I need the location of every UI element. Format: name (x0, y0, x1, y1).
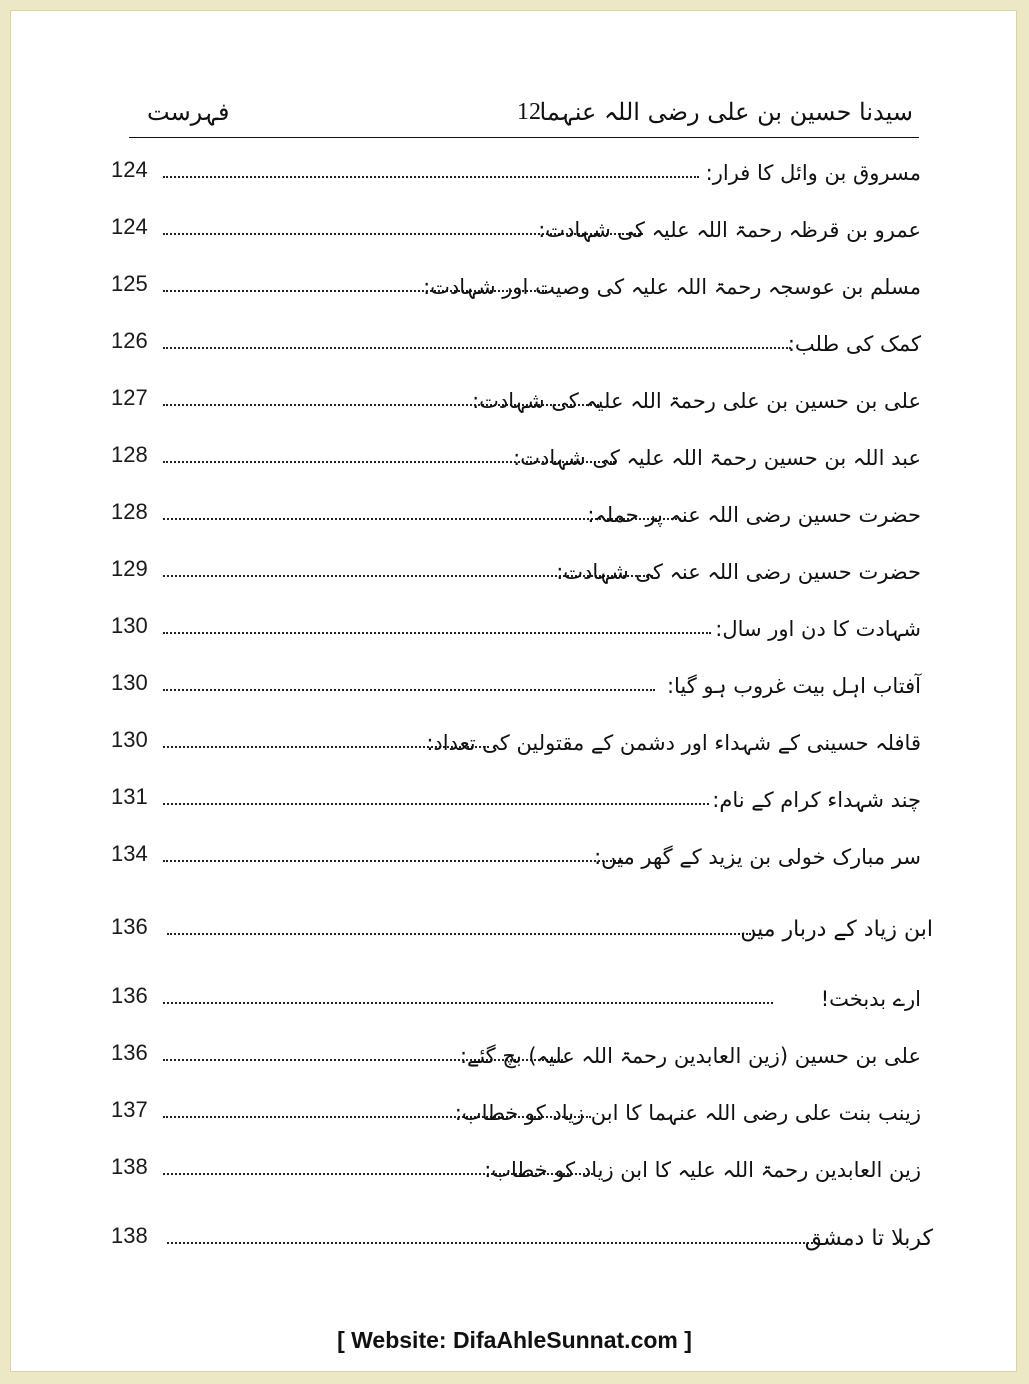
book-title: سیدنا حسین بن علی رضی اللہ عنہما (539, 98, 913, 126)
toc-page-number: 130 (111, 727, 148, 752)
toc-title: ارے بدبخت! (820, 987, 921, 1011)
leader-dots (167, 933, 751, 935)
toc-page-number: 125 (111, 271, 148, 296)
toc-page-number: 134 (111, 841, 148, 866)
page (10, 10, 1017, 1372)
toc-title: زین العابدین رحمۃ اللہ علیہ کا ابن زیاد کو خطاب: (484, 1158, 921, 1182)
toc-entry[interactable] (111, 261, 921, 301)
toc-page-number: 130 (111, 613, 148, 638)
toc-page-number: 127 (111, 385, 148, 410)
toc-page-number: 124 (111, 214, 148, 239)
toc-title: عمرو بن قرظہ رحمۃ اللہ علیہ کی شہادت: (538, 218, 921, 242)
website-footer[interactable]: [ Website: DifaAhleSunnat.com ] (337, 1327, 692, 1353)
toc-page-number: 129 (111, 556, 148, 581)
toc-entry[interactable] (111, 489, 921, 529)
toc-title: چند شہداء کرام کے نام: (712, 788, 921, 812)
toc-entry[interactable] (111, 1030, 921, 1070)
toc-title: حضرت حسین رضی اللہ عنہ پر حملہ: (587, 503, 921, 527)
toc-title: شہادت کا دن اور سال: (715, 617, 921, 641)
toc-page-number: 138 (111, 1223, 148, 1248)
toc-entry[interactable] (111, 973, 921, 1013)
toc-entry[interactable] (111, 147, 921, 187)
leader-dots (163, 176, 699, 178)
toc-title: حضرت حسین رضی اللہ عنہ کی شہادت: (556, 560, 921, 584)
leader-dots (163, 803, 709, 805)
toc-title: قافلہ حسینی کے شہداء اور دشمن کے مقتولین کی تعداد: (426, 731, 921, 755)
toc-title: ابن زیاد کے دربار میں (740, 917, 933, 942)
leader-dots (163, 860, 623, 862)
toc-entry[interactable] (111, 204, 921, 244)
toc-title: علی بن حسین بن علی رحمۃ اللہ علیہ کی شہادت: (472, 389, 921, 413)
section-title: فہرست (147, 98, 230, 126)
toc-entry[interactable] (111, 1144, 921, 1184)
page-header (129, 95, 919, 138)
toc-entry[interactable] (111, 717, 921, 757)
page-number: 12 (517, 99, 541, 125)
toc-title: مسلم بن عوسجہ رحمۃ اللہ علیہ کی وصیت اور شہادت: (423, 275, 921, 299)
toc-title: کربلا تا دمشق (804, 1226, 933, 1251)
toc-page-number: 124 (111, 157, 148, 182)
toc-page-number: 130 (111, 670, 148, 695)
toc-title: عبد اللہ بن حسین رحمۃ اللہ علیہ کی شہادت: (513, 446, 921, 470)
toc-entry[interactable] (111, 660, 921, 700)
toc-page-number: 138 (111, 1154, 148, 1179)
toc-entry[interactable] (111, 1213, 933, 1253)
toc-title: علی بن حسین (زین العابدین رحمۃ اللہ علیہ) بچ گئے: (459, 1044, 921, 1068)
leader-dots (163, 1002, 773, 1004)
leader-dots (163, 689, 655, 691)
toc-entry[interactable] (111, 432, 921, 472)
toc-page-number: 128 (111, 442, 148, 467)
toc-entry[interactable] (111, 774, 921, 814)
toc-title: آفتاب اہل بیت غروب ہو گیا: (666, 674, 921, 698)
toc-page-number: 136 (111, 914, 148, 939)
toc-page-number: 128 (111, 499, 148, 524)
toc-entry[interactable] (111, 831, 921, 871)
toc-page-number: 126 (111, 328, 148, 353)
toc-entry[interactable] (111, 318, 921, 358)
toc-title: سر مبارک خولی بن یزید کے گھر میں: (594, 845, 921, 869)
toc-page-number: 136 (111, 1040, 148, 1065)
toc-page-number: 137 (111, 1097, 148, 1122)
toc-page-number: 131 (111, 784, 148, 809)
toc-entry[interactable] (111, 546, 921, 586)
toc-page-number: 136 (111, 983, 148, 1008)
toc-entry[interactable] (111, 904, 933, 944)
toc-entry[interactable] (111, 1087, 921, 1127)
toc-title: مسروق بن وائل کا فرار: (705, 161, 921, 185)
leader-dots (167, 1242, 813, 1244)
leader-dots (163, 347, 791, 349)
toc-entry[interactable] (111, 375, 921, 415)
toc-entry[interactable] (111, 603, 921, 643)
toc-title: زینب بنت علی رضی اللہ عنہما کا ابن زیاد کو خطاب: (454, 1101, 921, 1125)
toc-title: کمک کی طلب: (787, 332, 921, 356)
leader-dots (163, 632, 711, 634)
